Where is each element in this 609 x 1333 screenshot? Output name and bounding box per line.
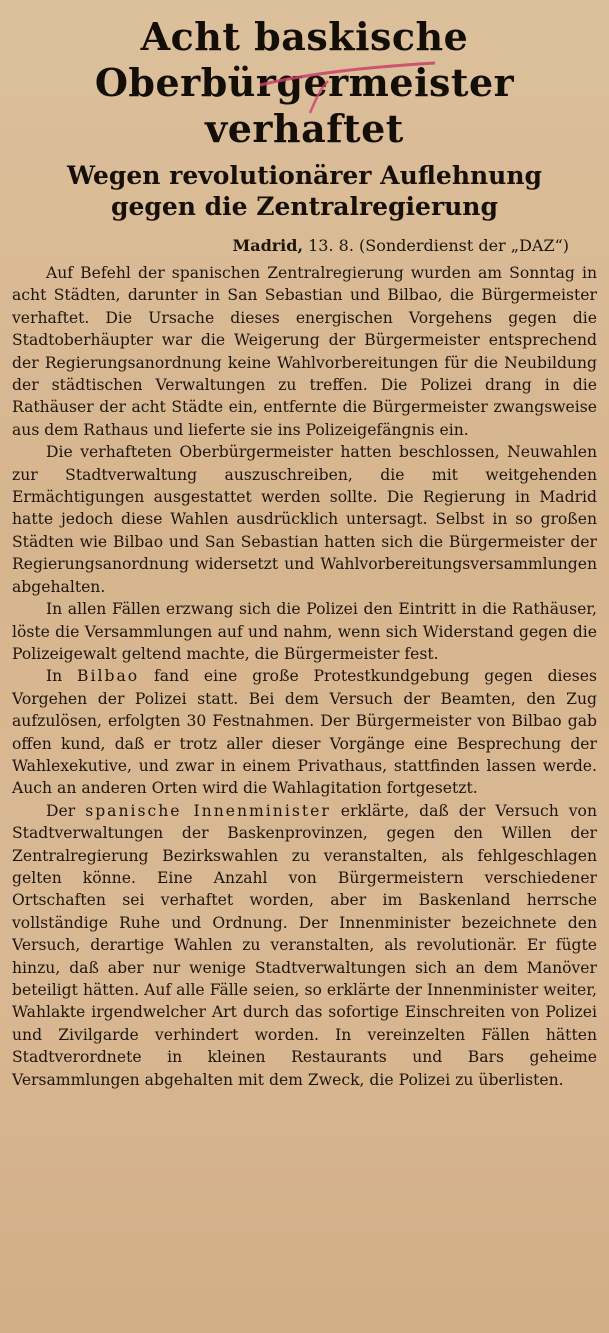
paragraph-5-spaced: spanische Innenminister: [85, 801, 331, 820]
headline: [12, 14, 597, 152]
dateline: [12, 236, 569, 256]
paragraph-1: Auf Befehl der spanischen Zentralregierung wurden am Sonntag in acht Städten, darunter in San Sebastian und Bilbao, die Bürgermeister verhaftet. Die Ursache dieses energischen Vorgehens gegen die Stadtoberhäupter war die Weigerung der Bürgermeister entsprechend der Regierungsanordnung keine Wahlvorbereitungen für die Neubildung der städtischen Verwaltungen zu treffen. Die Polizei drang in die Rathäuser der acht Städte ein, entfernte die Bürgermeister zwangsweise aus dem Rathaus und lieferte sie ins Polizeigefängnis ein.: [12, 264, 597, 439]
dateline-place: Madrid,: [232, 236, 304, 255]
paragraph-4: [12, 665, 597, 799]
paragraph-4-spaced: Bilbao: [77, 667, 140, 686]
subheadline: [12, 160, 597, 222]
paragraph-5-rest: erklärte, daß der Versuch von Stadtverwaltungen der Baskenprovinzen, gegen den Willen der Zentralregierung Bezirkswahlen zu veranstalten, als fehlgeschlagen gelten könne. Eine Anzahl von Bürgermeistern verschiedener Ortschaften sei verhaftet worden, aber im Baskenland herrsche vollständige Ruhe und Ordnung. Der Innenminister bezeichnete den Versuch, derartige Wahlen zu veranstalten, als revolutionär. Er fügte hinzu, daß aber nur wenige Stadtverwaltungen sich an dem Manöver beteiligt hätten. Auf alle Fälle seien, so erklärte der Innenminister weiter, Wahlakte irgendwelcher Art durch das sofortige Einschreiten von Polizei und Zivilgarde verhindert worden. In vereinzelten Fällen hätten Stadtverordnete in kleinen Restaurants und Bars geheime Versammlungen abgehalten mit dem Zweck, die Polizei zu überlisten.: [12, 801, 597, 1089]
subhead-line-1: Wegen revolutionärer Auflehnung: [66, 161, 543, 190]
paragraph-3: In allen Fällen erzwang sich die Polizei den Eintritt in die Rathäuser, löste die Versammlungen auf und nahm, wenn sich Widerstand gegen die Polizeigewalt geltend machte, die Bürgermeister fest.: [12, 600, 597, 663]
headline-line-2: Oberbürgermeister verhaftet: [94, 60, 515, 151]
paragraph-5: [12, 800, 597, 1091]
paragraph-2: Die verhafteten Oberbürgermeister hatten beschlossen, Neuwahlen zur Stadtverwaltung auszuschreiben, die mit weitgehenden Ermächtigungen ausgestattet werden sollte. Die Regierung in Madrid hatte jedoch diese Wahlen ausdrücklich untersagt. Selbst in so großen Städten wie Bilbao und San Sebastian hatten sich die Bürgermeister der Regierungsanordnung widersetzt und Wahlvorbereitungsversammlungen abgehalten.: [12, 443, 597, 596]
paragraph-4-prefix: In: [46, 667, 78, 686]
dateline-source: 13. 8. (Sonderdienst der „DAZ“): [303, 236, 569, 255]
article-body: [12, 262, 597, 1091]
paragraph-5-prefix: Der: [46, 801, 86, 820]
paragraph-4-rest: fand eine große Protestkundgebung gegen dieses Vorgehen der Polizei statt. Bei dem Versuch der Beamten, den Zug aufzulösen, erfolgten 30 Festnahmen. Der Bürgermeister von Bilbao gab offen kund, daß er trotz aller dieser Vorgänge eine Besprechung der Wahlexekutive, und zwar in einem Privathaus, stattfinden lassen werde. Auch an anderen Orten wird die Wahlagitation fortgesetzt.: [12, 667, 597, 798]
subhead-line-2: gegen die Zentralregierung: [111, 192, 498, 221]
headline-line-1: Acht baskische: [140, 14, 469, 59]
